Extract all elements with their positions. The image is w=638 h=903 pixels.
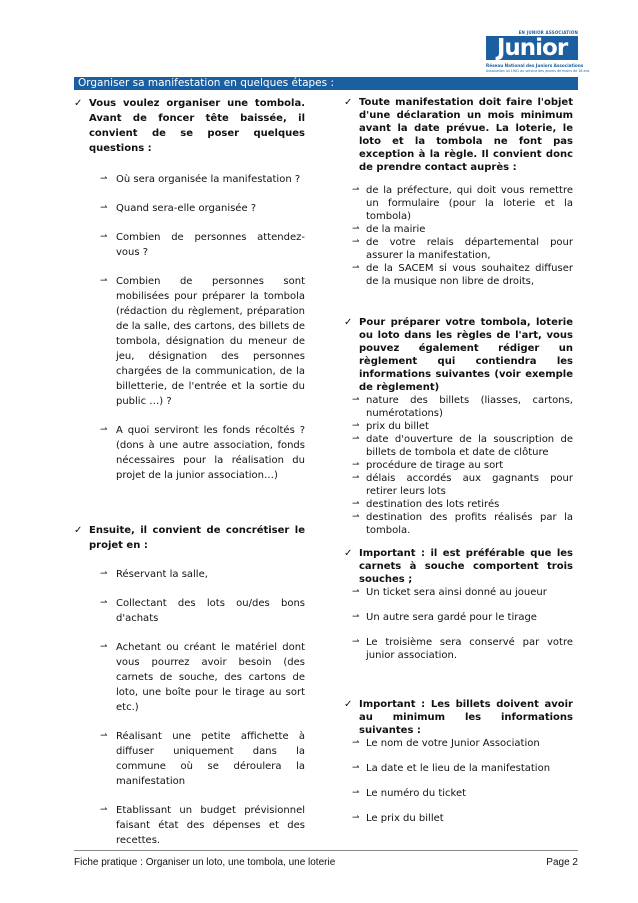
junior-association-logo [486,30,590,78]
right-column [344,96,573,825]
list-item: ⇀ date d'ouverture de la souscription de billets de tombola et date de clôture [344,433,573,459]
arrow-bullet-icon [352,262,360,275]
logo-tagline: Association loi 1901 au service des jeunes de moins de 18 ans [486,69,590,73]
arrow-bullet-icon [352,762,360,775]
list-item: ⇀ prix du billet [344,420,573,433]
list-item: ⇀ Réalisant une petite affichette à diffuser uniquement dans la commune où se déroulera la manifestation [74,729,305,789]
arrow-bullet-icon [352,737,360,750]
footer-title: Fiche pratique : Organiser un loto, une tombola, une loterie [74,857,336,868]
checkmark-icon: ✓ [344,548,353,559]
list-item: ⇀ délais accordés aux gagnants pour retirer leurs lots [344,472,573,498]
checklist-item: ✓ Pour préparer votre tombola, loterie ou loto dans les règles de l'art, vous pouvez également rédiger un règlement qui contiendra les informations suivantes (voir exemple de règlement) [344,317,573,393]
list-item: ⇀ Le troisième sera conservé par votre junior association. [344,636,573,662]
left-column [74,96,305,848]
list-item: ⇀ de la SACEM si vous souhaitez diffuser de la musique non libre de droits, [344,262,573,288]
list-item: ⇀ Le numéro du ticket [344,787,573,800]
arrow-bullet-icon [100,567,108,582]
arrow-bullet-icon [100,640,108,655]
list-item: ⇀ de la préfecture, qui doit vous remettre un formulaire (pour la loterie et la tombola) [344,184,573,223]
arrow-bullet-icon [352,433,360,446]
arrow-bullet-icon [352,511,360,524]
arrow-bullet-icon [100,274,108,289]
logo-subtitle: Réseau National des Juniors Associations [486,63,584,68]
list-item: ⇀ nature des billets (liasses, cartons, numérotations) [344,394,573,420]
checklist-item: ✓ Ensuite, il convient de concrétiser le projet en : [74,525,305,551]
arrow-bullet-icon [352,223,360,236]
list-item: ⇀ de votre relais départemental pour assurer la manifestation, [344,236,573,262]
list-item: ⇀ Achetant ou créant le matériel dont vous pourrez avoir besoin (des carnets de souche, des cartons de loto, une boîte pour le tirage au sort etc.) [74,640,305,715]
checkmark-icon: ✓ [74,525,83,536]
footer-divider [74,850,578,851]
arrow-bullet-icon [352,586,360,599]
list-item: ⇀ Le nom de votre Junior Association [344,737,573,750]
checklist-item: ✓ Toute manifestation doit faire l'objet d'une déclaration un mois minimum avant la date prévue. La loterie, le loto et la tombola ne font pas exception à la règle. Il convient donc de prendre contact auprès : [344,97,573,173]
arrow-bullet-icon [352,184,360,197]
checklist-item: ✓ Vous voulez organiser une tombola. Avant de foncer tête baissée, il convient de se poser quelques questions : [74,98,305,154]
list-item: ⇀ procédure de tirage au sort [344,459,573,472]
checkmark-icon: ✓ [74,98,83,109]
checkmark-icon: ✓ [344,97,353,108]
logo-word: Junior [486,36,578,60]
list-item: ⇀ Le prix du billet [344,812,573,825]
list-item: ⇀ A quoi serviront les fonds récoltés ? (dons à une autre association, fonds nécessaires pour la réalisation du projet de la junior association…) [74,423,305,483]
list-item: ⇀ La date et le lieu de la manifestation [344,762,573,775]
arrow-bullet-icon [352,420,360,433]
checklist-item: ✓ Important : il est préférable que les carnets à souche comportent trois souches ; [344,548,573,585]
arrow-bullet-icon [100,201,108,216]
list-item: ⇀ Combien de personnes attendez-vous ? [74,230,305,260]
arrow-bullet-icon [352,812,360,825]
list-item: ⇀ destination des profits réalisés par la tombola. [344,511,573,537]
list-item: ⇀ Réservant la salle, [74,567,305,582]
arrow-bullet-icon [352,394,360,407]
arrow-bullet-icon [100,596,108,611]
section-header-bar: Organiser sa manifestation en quelques étapes : [74,77,578,90]
list-item: ⇀ Un ticket sera ainsi donné au joueur [344,586,573,599]
checkmark-icon: ✓ [344,317,353,328]
arrow-bullet-icon [100,172,108,187]
arrow-bullet-icon [352,636,360,649]
arrow-bullet-icon [100,230,108,245]
list-item: ⇀ Quand sera-elle organisée ? [74,201,305,216]
list-item: ⇀ Un autre sera gardé pour le tirage [344,611,573,624]
list-item: ⇀ Collectant des lots ou/des bons d'achats [74,596,305,626]
checkmark-icon: ✓ [344,699,353,710]
page-number: Page 2 [546,857,578,868]
list-item: ⇀ Combien de personnes sont mobilisées pour préparer la tombola (rédaction du règlement, préparation de la salle, des cartons, des billets de tombola, désignation du meneur de jeu, désignation des personnes chargées de la communication, de la billetterie, de l'entrée et la sortie du public …) ? [74,274,305,409]
arrow-bullet-icon [352,472,360,485]
arrow-bullet-icon [100,803,108,818]
arrow-bullet-icon [100,423,108,438]
arrow-bullet-icon [352,611,360,624]
logo-top-text: EN JUNIOR ASSOCIATION [518,30,578,35]
arrow-bullet-icon [352,498,360,511]
list-item: ⇀ Etablissant un budget prévisionnel faisant état des dépenses et des recettes. [74,803,305,848]
arrow-bullet-icon [100,729,108,744]
list-item: ⇀ destination des lots retirés [344,498,573,511]
arrow-bullet-icon [352,236,360,249]
list-item: ⇀ de la mairie [344,223,573,236]
arrow-bullet-icon [352,787,360,800]
list-item: ⇀ Où sera organisée la manifestation ? [74,172,305,187]
checklist-item: ✓ Important : Les billets doivent avoir au minimum les informations suivantes : [344,699,573,736]
arrow-bullet-icon [352,459,360,472]
